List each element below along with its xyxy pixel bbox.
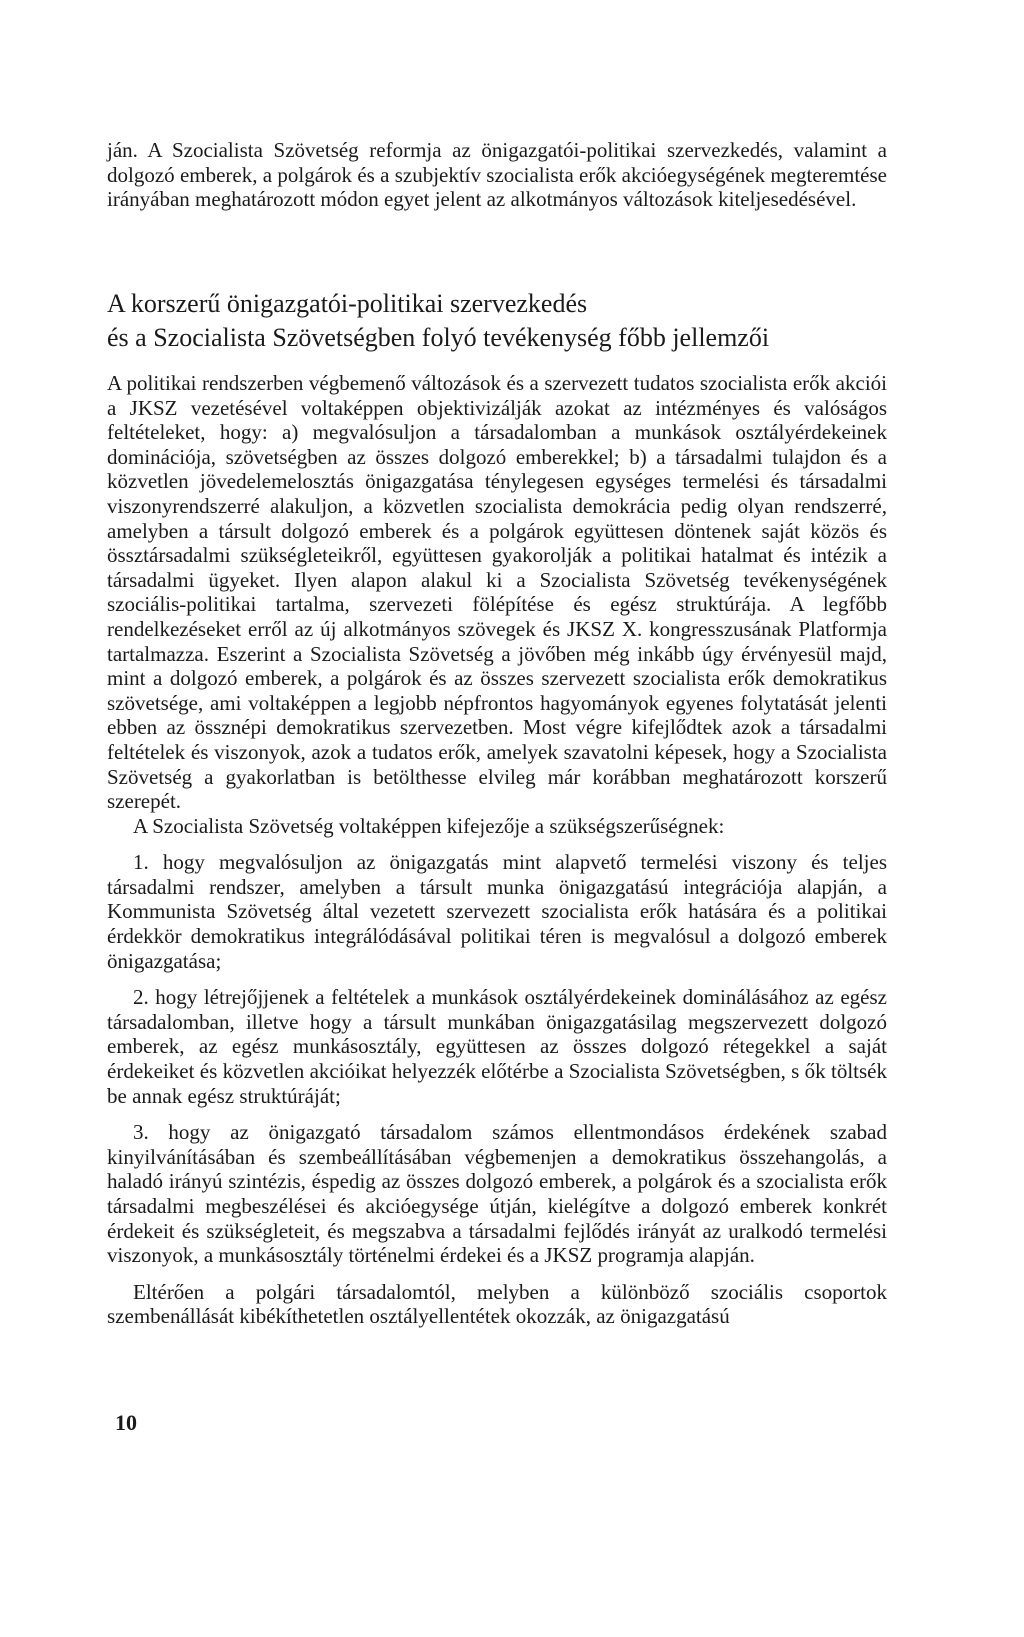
main-body <box>107 371 887 1329</box>
paragraph-3: Eltérően a polgári társadalomtól, melyben a különböző szociális csoportok szembenállását kibékíthetetlen osztályellentétek okozzák, az önigazgatású <box>107 1279 887 1329</box>
page-number: 10 <box>115 1410 137 1435</box>
list-item-2: 2. hogy létrejőjjenek a feltételek a munkások osztályérdekeinek dominálásához az egész társadalomban, illetve hogy a társult munkában önigazgatásilag megszervezett dolgozó emberek, az egész munkásosztály, együttesen az összes dolgozó rétegekkel a saját érdekeiket és közvetlen akcióikat helyezzék előtérbe a Szocialista Szövetségben, s ők töltsék be annak egész struktúráját; <box>107 985 887 1108</box>
list-item-3: 3. hogy az önigazgató társadalom számos ellentmondásos érdekének szabad kinyilvánításában és szembeállításában végbemenjen a demokratikus összehangolás, a haladó irányú szintézis, éspedig az összes dolgozó emberek, a polgárok és a szocialista erők társadalmi megbeszélései és akcióegysége útján, kielégítve a dolgozó emberek konkrét érdekeit és szükségleteit, és megszabva a társadalmi fejlődés irányát az uralkodó termelési viszonyok, a munkásosztály történelmi érdekei és a JKSZ programja alapján. <box>107 1120 887 1268</box>
list-item-1: 1. hogy megvalósuljon az önigazgatás mint alapvető termelési viszony és teljes társadalmi rendszer, amelyben a társult munka önigazgatású integrációja alapján, a Kommunista Szövetség által vezetett szervezett szocialista erők hatására és a politikai érdekkör demokratikus integrálódásával politikai téren is megvalósul a dolgozó emberek önigazgatása; <box>107 850 887 973</box>
paragraph-2: A Szocialista Szövetség voltaképpen kifejezője a szükségszerűségnek: <box>133 813 725 838</box>
paragraph-1: A politikai rendszerben végbemenő változások és a szervezett tudatos szocialista erők akciói a JKSZ vezetésével voltaképpen objektivizálják azokat az intézményes és valóságos feltételeket, hogy: a) megvalósuljon a társadalomban a munkások osztályérdekeinek dominációja, szövetségben az összes dolgozó emberekkel; b) a társadalmi tulajdon és a közvetlen jövedelemelosztás önigazgatása ténylegesen egységes termelési és társadalmi viszonyrendszerré alakuljon, a közvetlen szocialista demokrácia pedig olyan rendszerré, amelyben a társult dolgozó emberek és a polgárok együttesen döntenek saját közös és össztársadalmi szükségleteikről, együttesen gyakorolják a politikai hatalmat és intézik a társadalmi ügyeket. Ilyen alapon alakul ki a Szocialista Szövetség tevékenységének szociális-politikai tartalma, szervezeti fölépítése és egész struktúrája. A legfőbb rendelkezéseket erről az új alkotmányos szövegek és JKSZ X. kongresszusának Platformja tartalmazza. Eszerint a Szocialista Szövetség a jövőben még inkább úgy érvényesül majd, mint a dolgozó emberek, a polgárok és az összes szervezett szocialista erők demokratikus szövetsége, ami voltaképpen a legjobb népfrontos hagyományok egyenes folytatását jelenti ebben az össznépi demokratikus szervezetben. Most végre kifejlődtek azok a társadalmi feltételek és viszonyok, azok a tudatos erők, amelyek szavatolni képesek, hogy a Szocialista Szövetség a gyakorlatban is betölthesse elvileg már korábban meghatározott korszerű szerepét. <box>107 371 887 814</box>
intro-block <box>107 138 887 212</box>
intro-paragraph: ján. A Szocialista Szövetség reformja az önigazgatói-politikai szervezkedés, valamint a dolgozó emberek, a polgárok és a szubjektív szocialista erők akcióegységének megteremtése irányában meghatározott módon egyet jelent az alkotmányos változások kiteljesedésével. <box>107 138 887 212</box>
section-heading <box>107 287 887 355</box>
heading-line-1: A korszerű önigazgatói-politikai szervezkedés <box>107 289 588 318</box>
heading-line-2: és a Szocialista Szövetségben folyó tevékenység főbb jellemzői <box>107 323 770 352</box>
